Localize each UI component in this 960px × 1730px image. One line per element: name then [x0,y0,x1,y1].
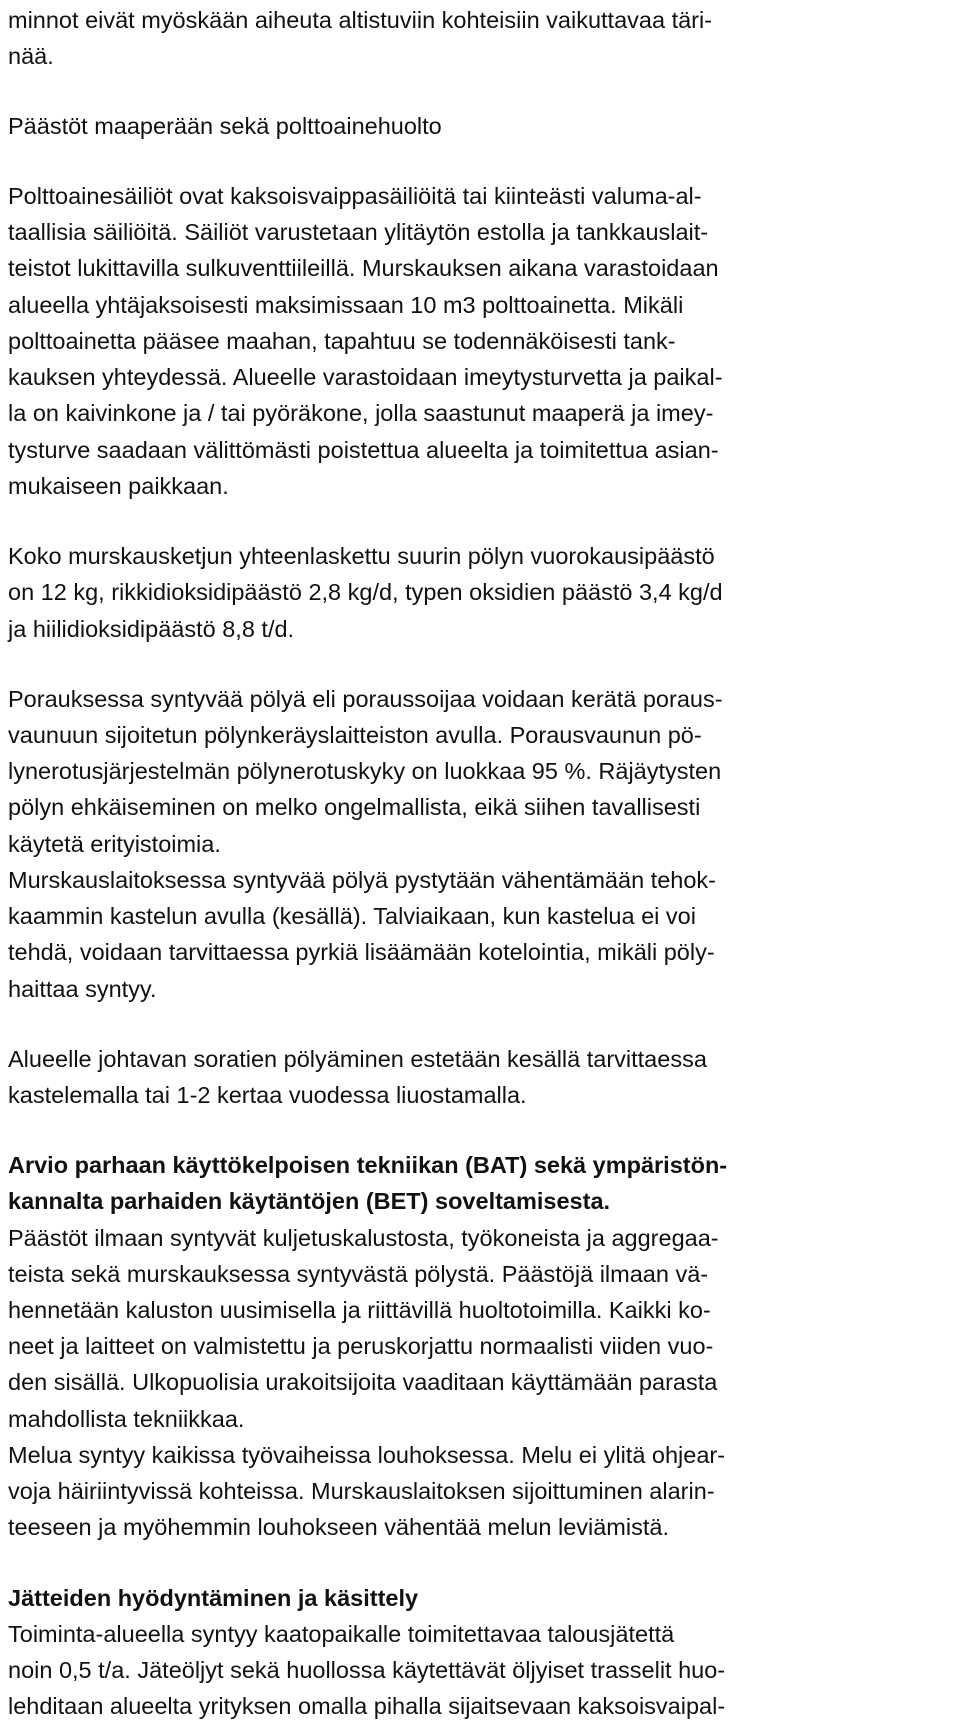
text-line: kastelemalla tai 1-2 kertaa vuodessa liuostamalla. [8,1082,527,1108]
text-line: kaammin kastelun avulla (kesällä). Talviaikaan, kun kastelua ei voi [8,903,696,929]
text-line: tysturve saadaan välittömästi poistettua alueelta ja toimitettua asian- [8,437,719,463]
text-line: Melua syntyy kaikissa työvaiheissa louhoksessa. Melu ei ylitä ohjear- [8,1442,726,1468]
text-line: mahdollista tekniikkaa. [8,1406,245,1432]
text-line: Toiminta-alueella syntyy kaatopaikalle toimitettavaa talousjätettä [8,1621,675,1647]
text-line: polttoainetta pääsee maahan, tapahtuu se todennäköisesti tank- [8,328,676,354]
text-line: nää. [8,43,54,69]
text-line: lehditaan alueelta yrityksen omalla pihalla sijaitsevaan kaksoisvaipal- [8,1693,726,1719]
bold-heading: Arvio parhaan käyttökelpoisen tekniikan (BAT) sekä ympäristön- [8,1152,728,1178]
text-line: Porauksessa syntyvää pölyä eli poraussoijaa voidaan kerätä poraus- [8,686,723,712]
text-line: teistot lukittavilla sulkuventtiileillä. Murskauksen aikana varastoidaan [8,255,719,281]
text-line: Polttoainesäiliöt ovat kaksoisvaippasäiliöitä tai kiinteästi valuma-al- [8,183,702,209]
text-line: käytetä erityistoimia. [8,831,221,857]
text-line: teeseen ja myöhemmin louhokseen vähentää melun leviämistä. [8,1514,669,1540]
text-line: minnot eivät myöskään aiheuta altistuviin kohteisiin vaikuttavaa täri- [8,7,713,33]
text-line: hennetään kaluston uusimisella ja riittävillä huoltotoimilla. Kaikki ko- [8,1297,711,1323]
text-line: voja häiriintyvissä kohteissa. Murskauslaitoksen sijoittuminen alarin- [8,1478,715,1504]
bold-heading: kannalta parhaiden käytäntöjen (BET) soveltamisesta. [8,1188,611,1214]
text-line: tehdä, voidaan tarvittaessa pyrkiä lisäämään kotelointia, mikäli pöly- [8,939,715,965]
text-line: haittaa syntyy. [8,976,157,1002]
text-line: noin 0,5 t/a. Jäteöljyt sekä huollossa käytettävät öljyiset trasselit huo- [8,1657,726,1683]
text-line: Koko murskausketjun yhteenlaskettu suurin pölyn vuorokausipäästö [8,543,715,569]
text-line: Päästöt ilmaan syntyvät kuljetuskalustosta, työkoneista ja aggregaa- [8,1225,719,1251]
text-line: ja hiilidioksidipäästö 8,8 t/d. [8,616,295,642]
text-line: teista sekä murskauksessa syntyvästä pölystä. Päästöjä ilmaan vä- [8,1261,709,1287]
text-line: kauksen yhteydessä. Alueelle varastoidaan imeytysturvetta ja paikal- [8,364,723,390]
bold-heading: Jätteiden hyödyntäminen ja käsittely [8,1585,419,1611]
text-line: mukaiseen paikkaan. [8,473,229,499]
text-line: on 12 kg, rikkidioksidipäästö 2,8 kg/d, typen oksidien päästö 3,4 kg/d [8,579,723,605]
text-line: lynerotusjärjestelmän pölynerotuskyky on luokkaa 95 %. Räjäytysten [8,758,722,784]
text-line: taallisia säiliöitä. Säiliöt varustetaan ylitäytön estolla ja tankkauslait- [8,219,709,245]
text-line: pölyn ehkäiseminen on melko ongelmallista, eikä siihen tavallisesti [8,794,701,820]
text-line: alueella yhtäjaksoisesti maksimissaan 10 m3 polttoainetta. Mikäli [8,292,684,318]
text-line: la on kaivinkone ja / tai pyöräkone, jolla saastunut maaperä ja imey- [8,400,714,426]
text-line: neet ja laitteet on valmistettu ja peruskorjattu normaalisti viiden vuo- [8,1333,714,1359]
section-heading: Päästöt maaperään sekä polttoainehuolto [8,113,442,139]
text-line: Alueelle johtavan soratien pölyäminen estetään kesällä tarvittaessa [8,1046,707,1072]
text-line: Murskauslaitoksessa syntyvää pölyä pystytään vähentämään tehok- [8,867,716,893]
text-line: den sisällä. Ulkopuolisia urakoitsijoita vaaditaan käyttämään parasta [8,1369,718,1395]
text-line: vaunuun sijoitetun pölynkeräyslaitteiston avulla. Porausvaunun pö- [8,722,702,748]
